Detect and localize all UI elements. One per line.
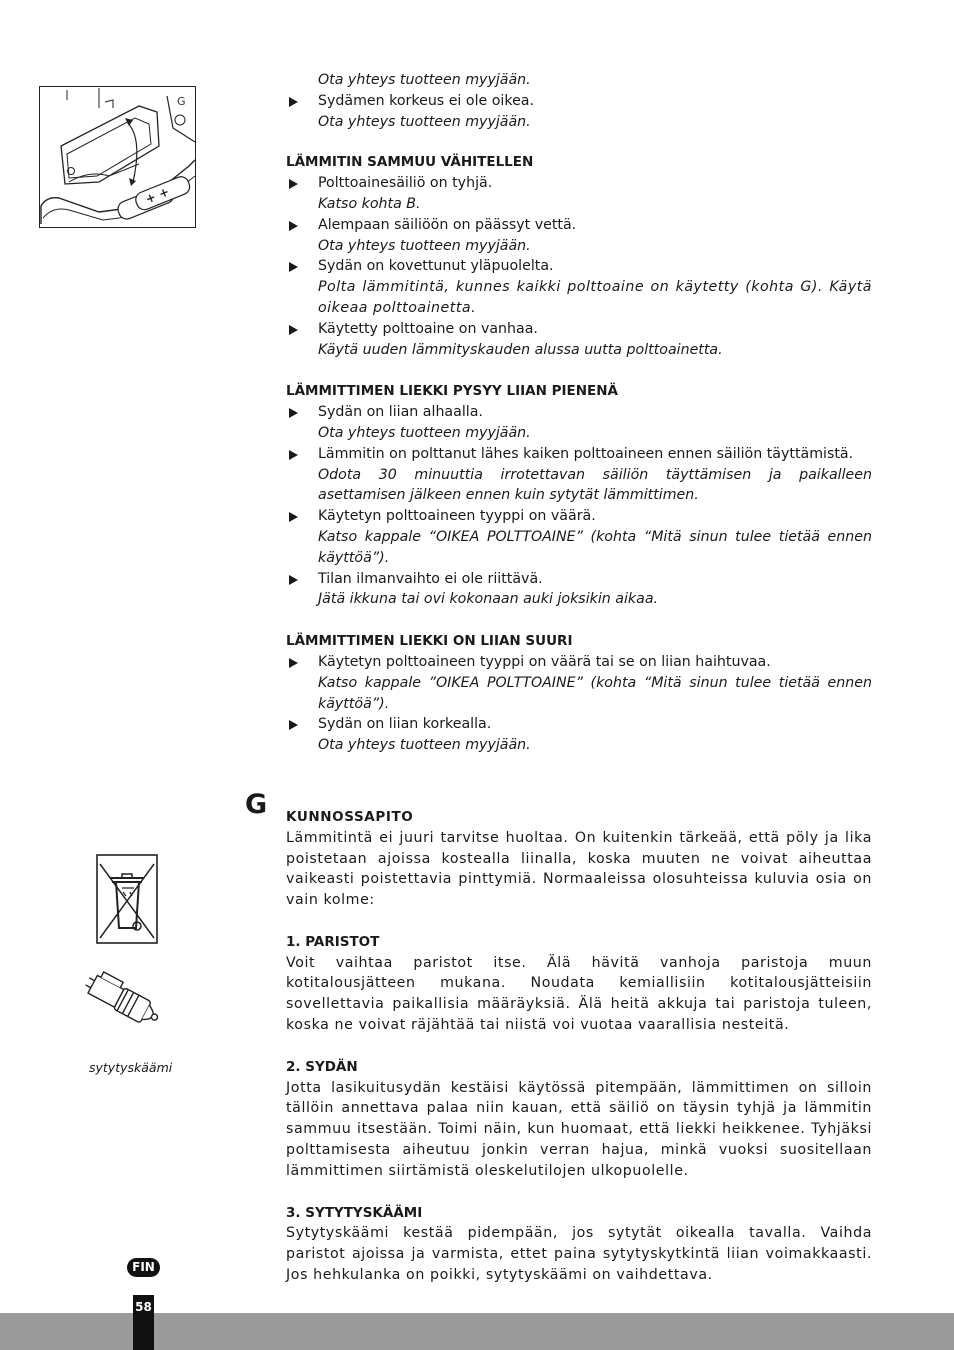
- remedy-text: Ota yhteys tuotteen myyjään.: [318, 113, 531, 130]
- subsection-text: Jotta lasikuitusydän kestäisi käytössä pitempään, lämmittimen on silloin tällöin annettava palaa niin kauan, että säiliö on täysin tyhjä ja lämmitin sammuu itsestään. Toimi näin, kun huomaat, että liekki heikkenee. Tyhjäksi polttamisesta aiheutuu jonkin verran hajua, minkä vuoksi suositellaan lämmittimen siirtämistä oleskelutilojen ulkopuolelle.: [286, 1079, 872, 1179]
- figure-label: G: [177, 95, 186, 108]
- main-text-column: [286, 70, 872, 1286]
- cause-item: Polttoainesäiliö on tyhjä.: [286, 173, 872, 194]
- figure-caption: sytytyskäämi: [89, 1060, 173, 1075]
- cause-item: Alempaan säiliöön on päässyt vettä.: [286, 215, 872, 236]
- cause-item: Sydän on liian alhaalla.: [286, 402, 872, 423]
- maintenance-intro: Lämmitintä ei juuri tarvitse huoltaa. On kuitenkin tärkeää, että pöly ja lika poistetaan ajoissa kostealla liinalla, koska muuten ne voivat aiheuttaa vaikeasti poistettavia pinttymiä. Normaaleissa olosuhteissa kuluvia osia on vain kolme:: [286, 829, 872, 909]
- cause-item: Käytetyn polttoaineen tyyppi on väärä tai se on liian haihtuvaa.: [286, 652, 872, 673]
- subsection-heading: 1. PARISTOT: [286, 933, 380, 950]
- cause-item: Sydän on kovettunut yläpuolelta.: [286, 256, 872, 277]
- language-badge: FIN: [127, 1258, 160, 1277]
- maintenance-title: KUNNOSSAPITO: [286, 808, 414, 825]
- cause-item: Tilan ilmanvaihto ei ole riittävä.: [286, 569, 872, 590]
- remedy-text: Ota yhteys tuotteen myyjään.: [318, 72, 531, 88]
- remedy-text: Katso kappale “OIKEA POLTTOAINE” (kohta “Mitä sinun tulee tietää ennen käyttöä”).: [318, 528, 872, 566]
- section-letter: G: [245, 789, 268, 820]
- cause-item: Lämmitin on polttanut lähes kaiken polttoaineen ennen säiliön täyttämistä.: [286, 444, 872, 465]
- remedy-text: Odota 30 minuuttia irrotettavan säiliön täyttämisen ja paikalleen asettamisen jälkeen ennen kuin sytytät lämmittimen.: [318, 466, 872, 504]
- svg-text:+ +: + +: [143, 184, 172, 207]
- cause-item: Käytetty polttoaine on vanhaa.: [286, 319, 872, 340]
- page-number: 58: [133, 1295, 154, 1350]
- subsection-text: Voit vaihtaa paristot itse. Älä hävitä vanhoja paristoja muun kotitalousjätteen mukana. Noudata kemiallisiin kotitalousjätteisiin sovellettavia paikallisia määräyksiä. Älä heitä akkuja tai paristoja tuleen, koska ne voivat räjähtää tai niistä voi vuotaa vaarallisia nesteitä.: [286, 954, 872, 1034]
- cause-item: Sydän on liian korkealla.: [286, 714, 872, 735]
- remedy-text: Ota yhteys tuotteen myyjään.: [318, 237, 531, 254]
- remedy-text: Käytä uuden lämmityskauden alussa uutta polttoainetta.: [318, 341, 723, 358]
- subsection-text: Sytytyskäämi kestää pidempään, jos sytytät oikealla tavalla. Vaihda paristot ajoissa ja varmista, ettet paina sytytyskytkintä liian voimakkaasti. Jos hehkulanka on poikki, sytytyskäämi on vaihdettava.: [286, 1225, 872, 1284]
- subsection-heading: 2. SYDÄN: [286, 1058, 358, 1075]
- section-heading: LÄMMITTIMEN LIEKKI PYSYY LIIAN PIENENÄ: [286, 383, 618, 400]
- remedy-text: Polta lämmitintä, kunnes kaikki polttoaine on käytetty (kohta G). Käytä oikeaa polttoainetta.: [318, 279, 872, 316]
- remedy-text: Katso kohta B.: [318, 195, 421, 212]
- battery-compartment-illustration: [39, 86, 196, 228]
- remedy-text: Ota yhteys tuotteen myyjään.: [318, 424, 531, 441]
- section-heading: LÄMMITIN SAMMUU VÄHITELLEN: [286, 154, 534, 171]
- subsection-heading: 3. SYTYTYSKÄÄMI: [286, 1204, 423, 1221]
- section-heading: LÄMMITTIMEN LIEKKI ON LIIAN SUURI: [286, 633, 573, 650]
- remedy-text: Katso kappale ”OIKEA POLTTOAINE” (kohta “Mitä sinun tulee tietää ennen käyttöä”).: [318, 674, 872, 712]
- cause-item: Käytetyn polttoaineen tyyppi on väärä.: [286, 506, 872, 527]
- ignition-coil-illustration: [78, 963, 178, 1043]
- cause-item: Sydämen korkeus ei ole oikea.: [286, 91, 872, 112]
- remedy-text: Jätä ikkuna tai ovi kokonaan auki joksikin aikaa.: [318, 591, 659, 608]
- remedy-text: Ota yhteys tuotteen myyjään.: [318, 737, 531, 754]
- crossed-bin-icon: [96, 854, 158, 944]
